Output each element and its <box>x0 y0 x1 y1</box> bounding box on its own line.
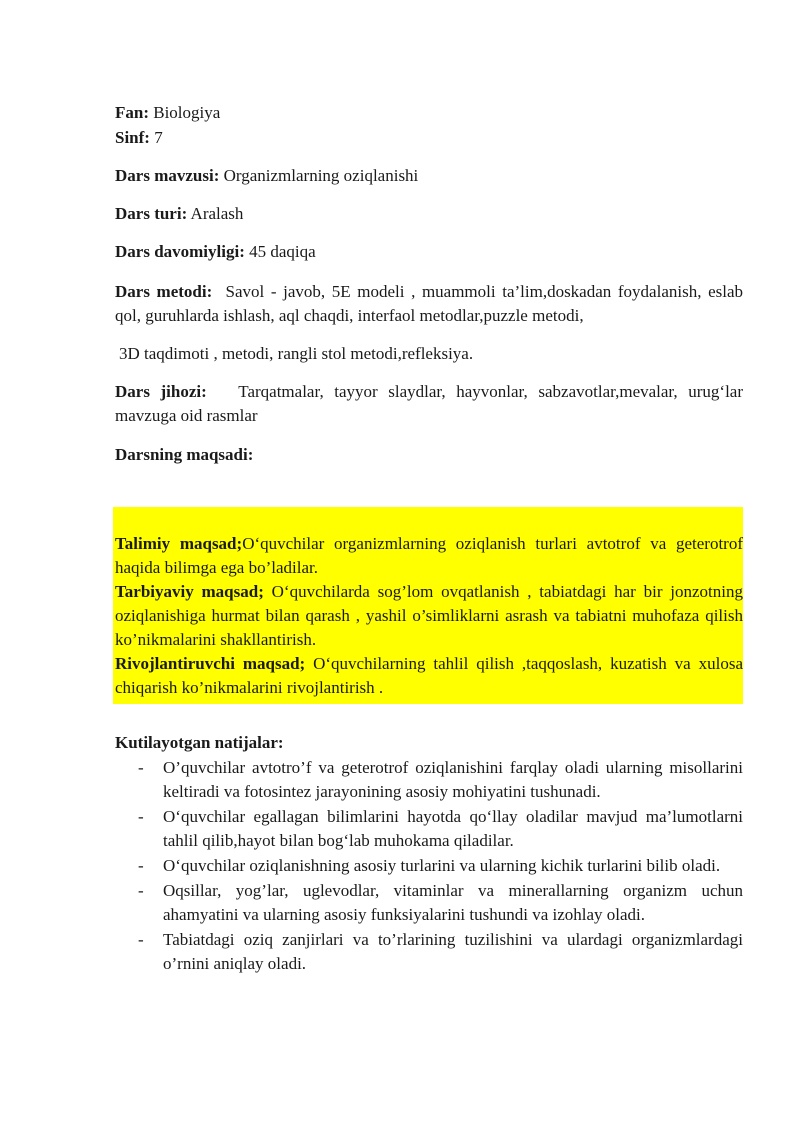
method-label: Dars metodi: <box>115 282 213 301</box>
educational-goal-text: O‘quvchilar organizmlarning oziqlanish turlari avtotrof va geterotrof haqida bilimga ega bo’ladilar. <box>115 534 743 577</box>
subject-line <box>115 101 743 125</box>
list-item: - Oqsillar, yog’lar, uglevodlar, vitaminlar va minerallarning organizm uchun ahamyatini va ularning asosiy funksiyalarini tushundi va izohlay oladi. <box>138 881 743 924</box>
educational-goal <box>115 532 743 580</box>
list-bullet: - <box>138 856 144 875</box>
list-bullet: - <box>138 930 144 949</box>
grade-line <box>115 126 743 150</box>
topic-label: Dars mavzusi: <box>115 166 220 185</box>
list-bullet: - <box>138 758 144 777</box>
duration-label: Dars davomiyligi: <box>115 242 245 261</box>
list-item: - O‘quvchilar oziqlanishning asosiy turlarini va ularning kichik turlarini bilib oladi. <box>115 854 743 878</box>
method-continuation <box>119 342 747 366</box>
goals-section <box>115 532 743 700</box>
list-item: - O’quvchilar avtotro’f va geterotrof oziqlanishini farqlay oladi ularning misollarini keltiradi va fotosintez jarayonining asosiy mohiyatini tushunadi. <box>138 758 743 801</box>
type-line <box>115 202 743 226</box>
subject-label: Fan: <box>115 103 149 122</box>
method-paragraph <box>115 280 743 328</box>
educational-goal-label: Talimiy maqsad; <box>115 534 243 553</box>
equipment-value: Tarqatmalar, tayyor slaydlar, hayvonlar, sabzavotlar,mevalar, urug‘lar mavzuga oid rasmlar <box>115 382 743 425</box>
results-list <box>115 756 743 977</box>
topic-value: Organizmlarning oziqlanishi <box>223 166 419 185</box>
list-item: - Tabiatdagi oziq zanjirlari va to’rlarining tuzilishini va ulardagi organizmlardagi o’rnini aniqlay oladi. <box>138 930 743 973</box>
developmental-goal <box>115 652 743 700</box>
equipment-paragraph <box>115 380 743 428</box>
duration-value: 45 daqiqa <box>249 242 316 261</box>
type-label: Dars turi: <box>115 204 188 223</box>
type-value: Aralash <box>190 204 244 223</box>
results-heading: Kutilayotgan natijalar: <box>115 733 284 752</box>
upbringing-goal-label: Tarbiyaviy maqsad; <box>115 582 264 601</box>
equipment-label: Dars jihozi: <box>115 382 207 401</box>
list-bullet: - <box>138 807 144 826</box>
upbringing-goal <box>115 580 743 652</box>
upbringing-goal-text: O‘quvchilarda sog’lom ovqatlanish , tabiatdagi har bir jonzotning oziqlanishiga hurmat bilan qarash , yashil o’simliklarni asrash va tabiatni muhofaza qilish ko’nikmalarini shakllantirish. <box>115 582 743 649</box>
goal-heading: Darsning maqsadi: <box>115 445 254 464</box>
developmental-goal-text: O‘quvchilarning tahlil qilish ,taqqoslash, kuzatish va xulosa chiqarish ko’nikmalarini rivojlantirish . <box>115 654 743 697</box>
grade-value: 7 <box>154 128 163 147</box>
method-value: Savol - javob, 5E modeli , muammoli ta’lim,doskadan foydalanish, eslab qol, guruhlarda ishlash, aql chaqdi, interfaol metodlar,puzzle metodi, <box>115 282 743 325</box>
method-value-2: 3D taqdimoti , metodi, rangli stol metodi,refleksiya. <box>119 344 474 363</box>
duration-line <box>115 240 743 264</box>
grade-label: Sinf: <box>115 128 150 147</box>
list-item: - O‘quvchilar egallagan bilimlarini hayotda qo‘llay oladilar mavjud ma’lumotlarni tahlil qilib,hayot bilan bog‘lab muhokama qiladilar. <box>138 807 743 850</box>
developmental-goal-label: Rivojlantiruvchi maqsad; <box>115 654 306 673</box>
topic-line <box>115 164 743 188</box>
list-bullet: - <box>138 881 144 900</box>
subject-value: Biologiya <box>153 103 221 122</box>
